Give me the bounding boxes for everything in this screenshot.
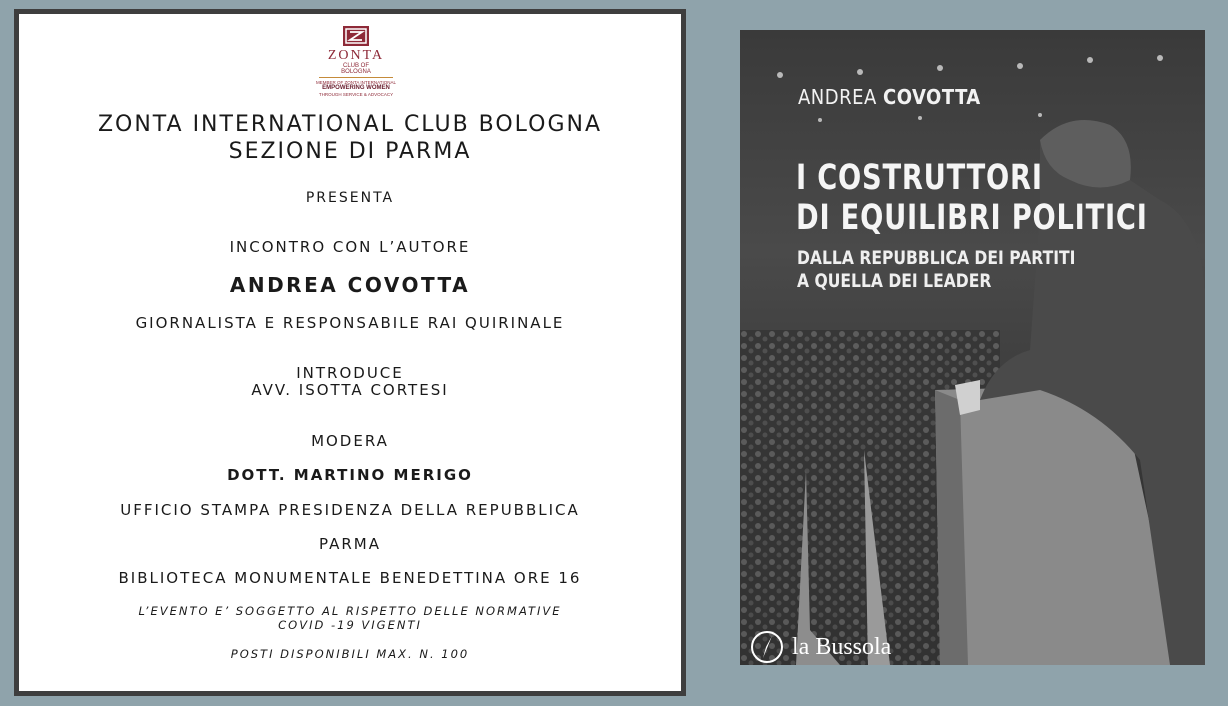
publisher-name: la Bussola xyxy=(792,633,892,660)
book-cover xyxy=(740,30,1205,665)
publisher-logo xyxy=(750,630,891,664)
city-text: PARMA xyxy=(319,535,381,553)
book-author-first: ANDREA xyxy=(798,85,877,109)
modera-name: DOTT. MARTINO MERIGO xyxy=(227,466,473,484)
book-subtitle-line-1: DALLA REPUBBLICA DEI PARTITI xyxy=(797,247,1076,269)
introduce-label: INTRODUCE xyxy=(296,364,404,382)
logo-club-line1: CLUB OF xyxy=(342,63,369,69)
book-author-last: COVOTTA xyxy=(883,85,981,109)
logo-word: ZONTA xyxy=(327,48,385,63)
book-title-line-1: I COSTRUTTORI xyxy=(796,158,1043,198)
zonta-emblem-icon xyxy=(343,26,369,46)
book-subtitle-line-2: A QUELLA DEI LEADER xyxy=(797,270,992,292)
covid-note-line-1: L’EVENTO E’ SOGGETTO AL RISPETTO DELLE NORMATIVE xyxy=(138,604,562,618)
book-author xyxy=(798,85,981,109)
invitation-card xyxy=(14,9,686,696)
author-name: ANDREA COVOTTA xyxy=(229,273,471,297)
introduce-name: AVV. ISOTTA CORTESI xyxy=(251,381,449,399)
book-cover-photo xyxy=(740,30,1205,665)
seats-text: POSTI DISPONIBILI MAX. N. 100 xyxy=(230,647,470,661)
org-line-2: SEZIONE DI PARMA xyxy=(228,139,472,164)
logo-empowering: EMPOWERING WOMEN xyxy=(322,85,390,91)
logo-tagline: THROUGH SERVICE & ADVOCACY xyxy=(318,92,394,97)
logo-member-line: MEMBER OF ZONTA INTERNATIONAL xyxy=(315,80,397,85)
book-title-line-2: DI EQUILIBRI POLITICI xyxy=(796,198,1148,238)
logo-divider xyxy=(319,77,393,78)
modera-label: MODERA xyxy=(311,432,389,450)
covid-note-line-2: COVID -19 VIGENTI xyxy=(278,618,422,632)
org-line-1: ZONTA INTERNATIONAL CLUB BOLOGNA xyxy=(97,112,603,137)
book-subtitle xyxy=(797,247,1075,293)
presenta-text: PRESENTA xyxy=(305,190,395,206)
logo-club-line2: BOLOGNA xyxy=(341,69,371,75)
modera-role: UFFICIO STAMPA PRESIDENZA DELLA REPUBBLICA xyxy=(120,501,580,519)
venue-text: BIBLIOTECA MONUMENTALE BENEDETTINA ORE 16 xyxy=(118,569,582,587)
zonta-logo xyxy=(311,26,401,108)
incontro-text: INCONTRO CON L’AUTORE xyxy=(229,238,471,256)
book-title xyxy=(796,158,1148,238)
compass-icon xyxy=(750,630,784,664)
author-role: GIORNALISTA E RESPONSABILE RAI QUIRINALE xyxy=(135,314,565,332)
